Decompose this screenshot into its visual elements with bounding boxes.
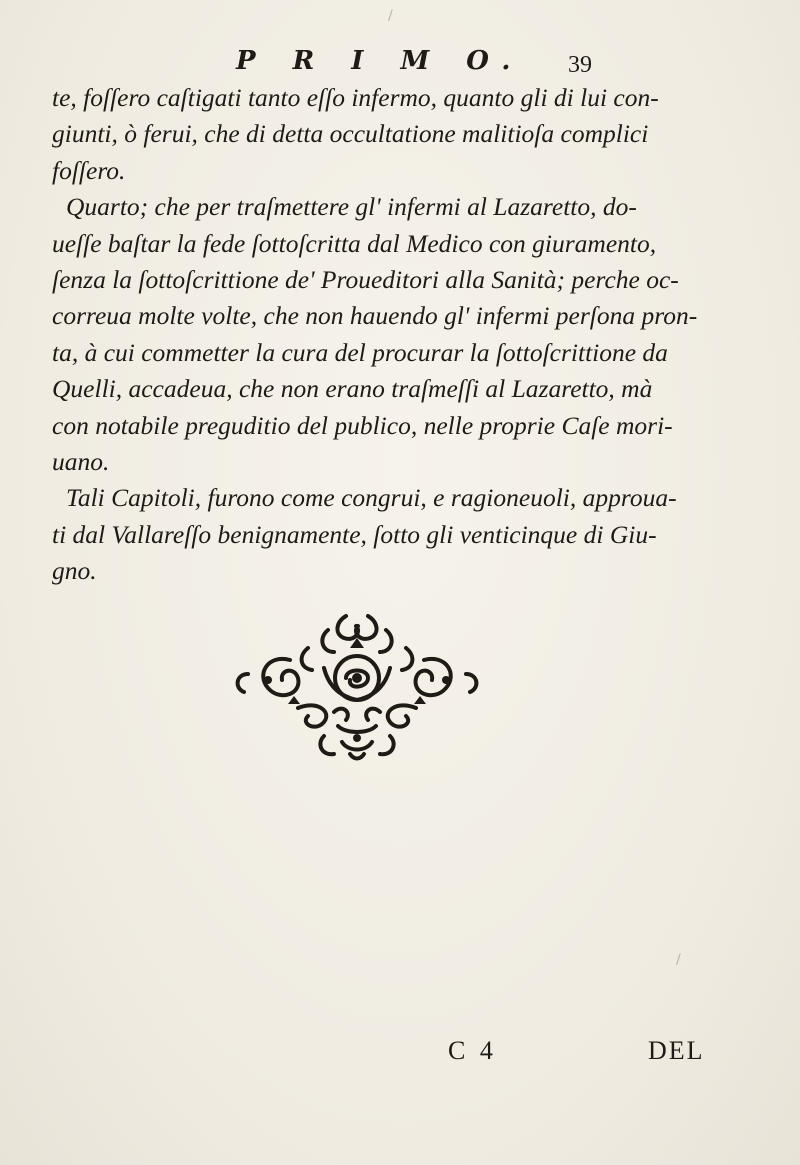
- text-line: te, foſſero caſtigati tanto eſſo infermo, quanto gli di lui con-: [52, 83, 659, 112]
- text-line: con notabile preguditio del publico, nelle proprie Caſe mori-: [52, 410, 673, 440]
- text-line: ueſſe baſtar la fede ſottoſcritta dal Medico con giuramento,: [52, 228, 657, 258]
- running-head-title: P R I M O.: [236, 46, 525, 76]
- text-line: ta, à cui commetter la cura del procurar la ſottoſcrittione da: [52, 337, 668, 367]
- text-line: gno.: [52, 556, 97, 586]
- paper-blemish: /: [388, 8, 393, 24]
- text-line: Quelli, accadeua, che non erano traſmeſſi al Lazaretto, mà: [52, 374, 653, 404]
- paper-blemish: /: [676, 952, 681, 968]
- signature-mark: C 4: [448, 1036, 497, 1065]
- text-line: ſenza la ſottoſcrittione de' Proueditori alla Sanità; perche oc-: [52, 265, 679, 295]
- text-line: ti dal Vallareſſo benignamente, ſotto gli venticinque di Giu-: [52, 519, 657, 549]
- text-line: giunti, ò ferui, che di detta occultatione malitioſa complici: [52, 119, 649, 149]
- text-line: correua molte volte, che non hauendo gl' infermi perſona pron-: [52, 301, 698, 331]
- text-line: Tali Capitoli, furono come congrui, e ragioneuoli, approua-: [66, 483, 677, 513]
- catchword: DEL: [648, 1036, 705, 1065]
- text-line: foſſero.: [52, 155, 126, 185]
- printers-ornament-icon: [228, 608, 486, 764]
- text-line: uano.: [52, 447, 110, 477]
- page-number: 39: [568, 52, 592, 78]
- text-line: Quarto; che per traſmettere gl' infermi al Lazaretto, do-: [66, 192, 637, 222]
- body-text: [52, 80, 770, 590]
- page-footer: [0, 1036, 800, 1076]
- running-head: [0, 46, 800, 82]
